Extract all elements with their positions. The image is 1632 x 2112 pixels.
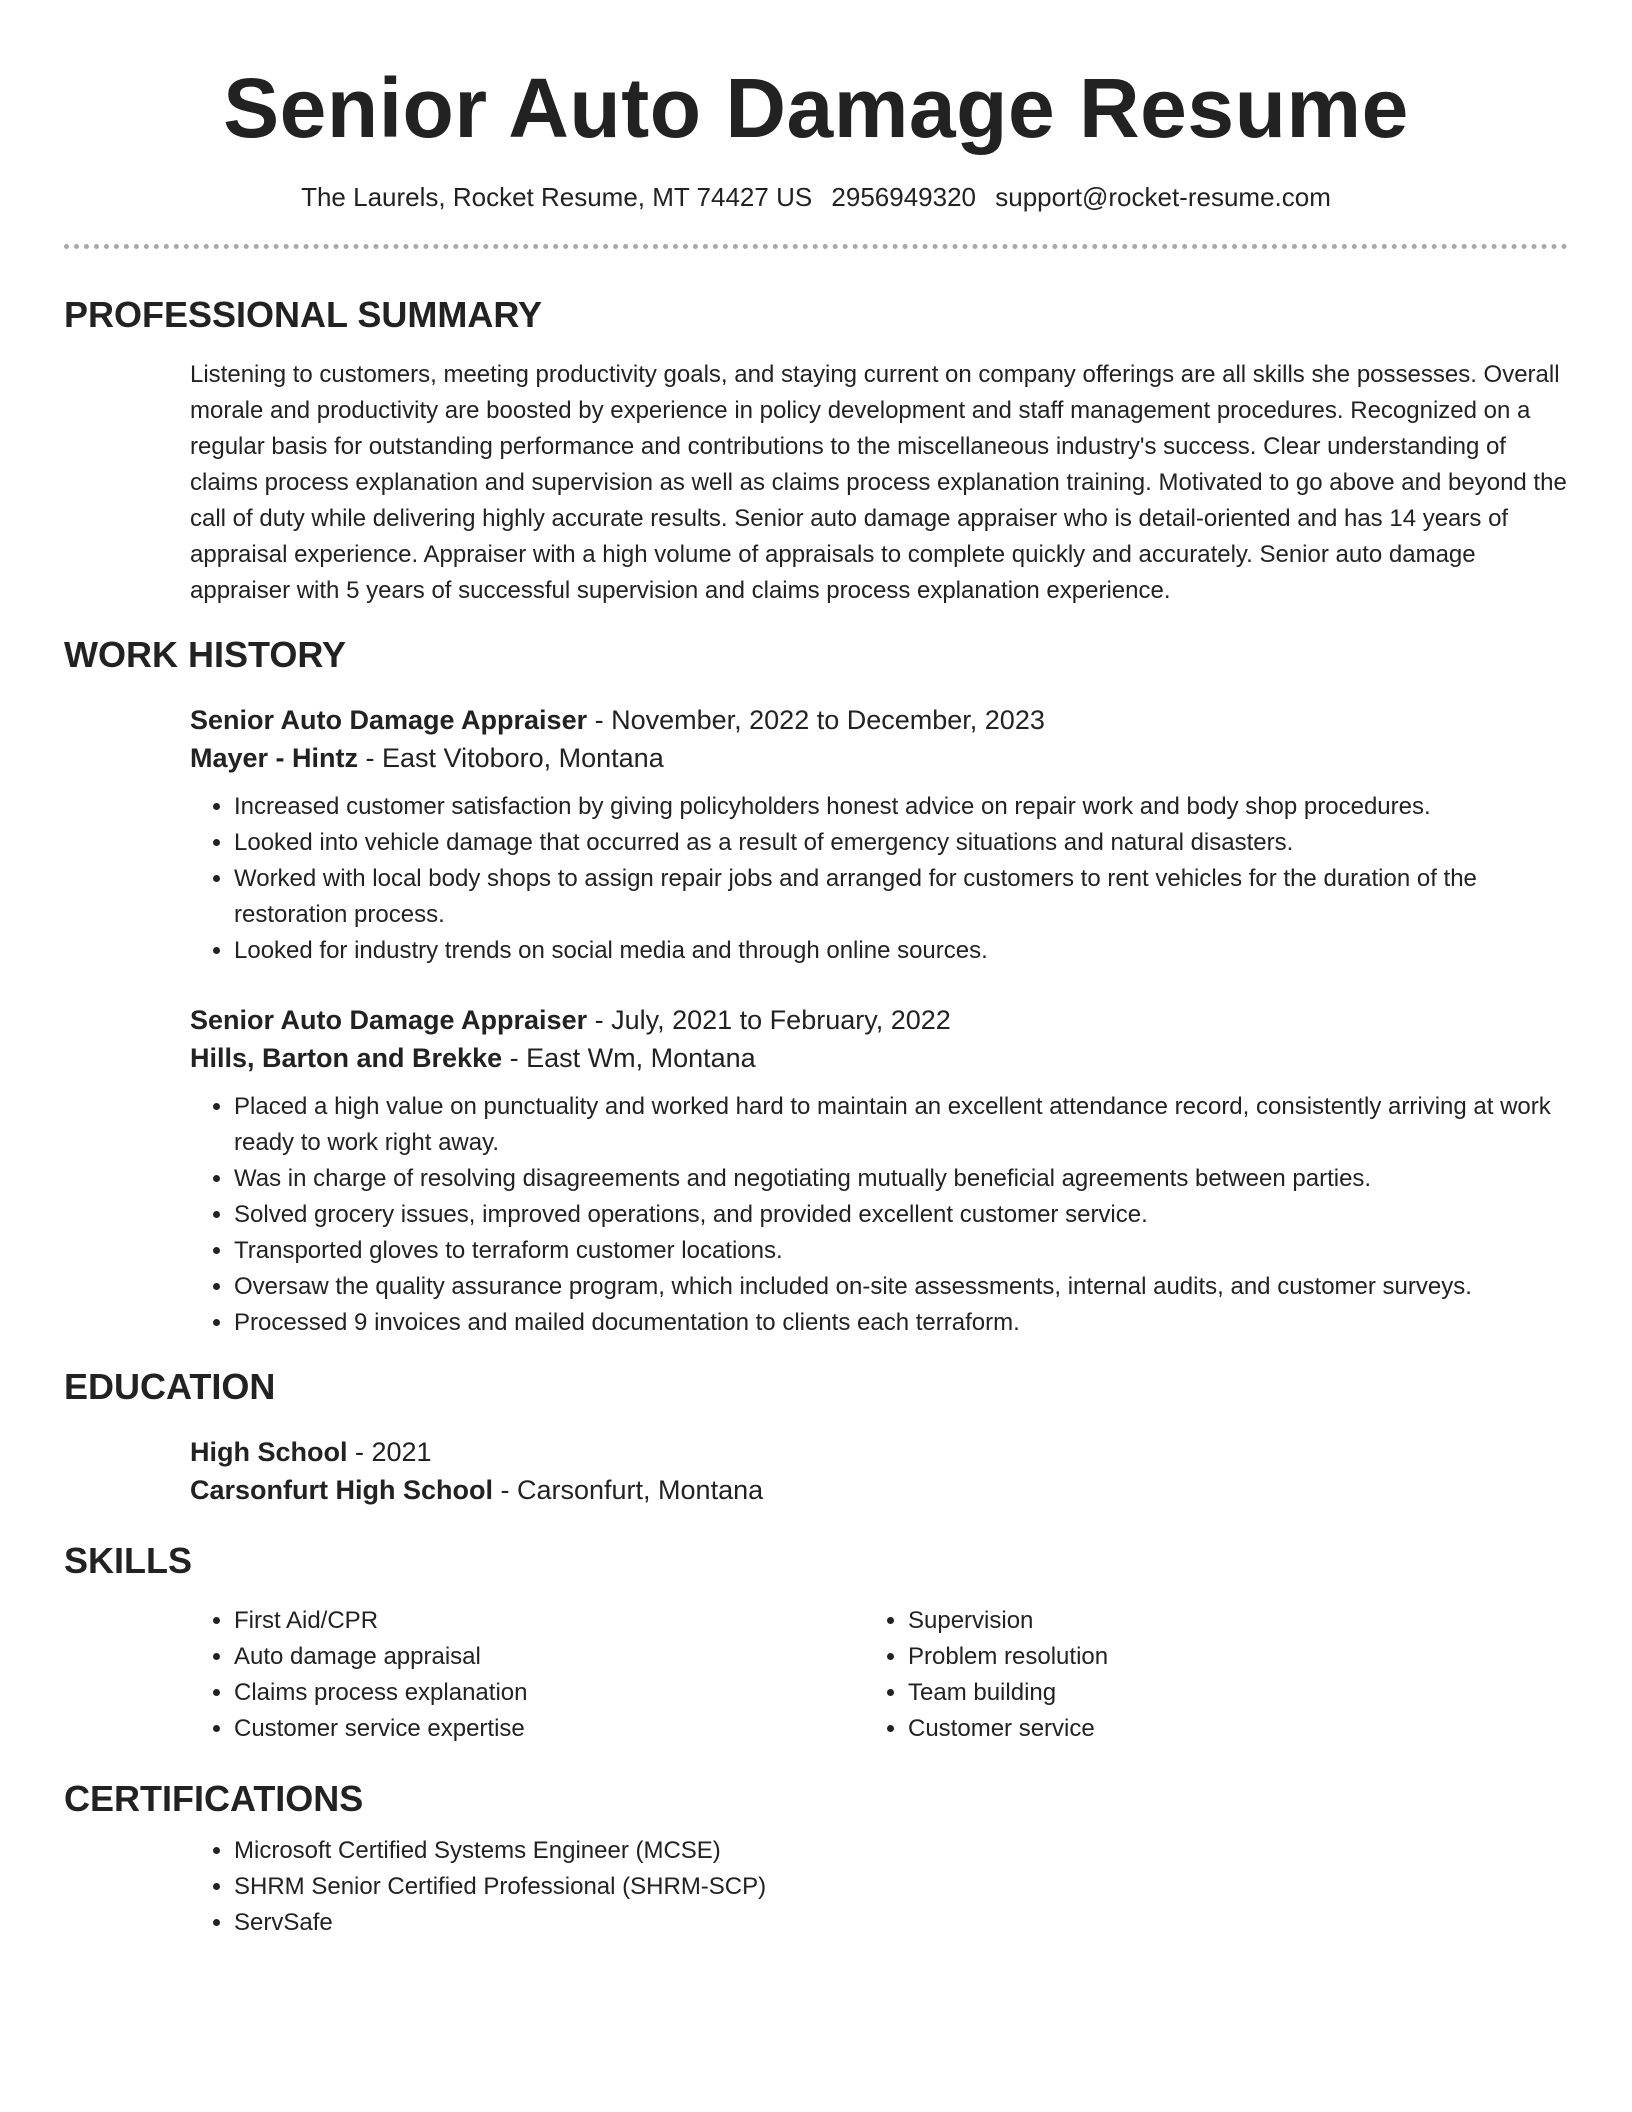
job-bullets xyxy=(64,789,1568,969)
resume-title: Senior Auto Damage Resume xyxy=(223,61,1409,155)
job-title: Senior Auto Damage Appraiser xyxy=(190,1005,588,1035)
job-dates: - November, 2022 to December, 2023 xyxy=(587,705,1045,735)
list-item: • SHRM Senior Certified Professional (SHRM-SCP) xyxy=(234,1869,1568,1905)
job-entry xyxy=(190,701,1568,969)
education-degree-line xyxy=(190,1433,1568,1471)
contact-address: The Laurels, Rocket Resume, MT 74427 US xyxy=(301,182,813,212)
section-heading-certifications: CERTIFICATIONS xyxy=(64,1778,364,1819)
skills-grid xyxy=(64,1603,1568,1747)
education-school-line xyxy=(190,1471,1568,1509)
certifications-list xyxy=(64,1833,1568,1941)
list-item: • ServSafe xyxy=(234,1905,1568,1941)
job-title-line xyxy=(190,701,1568,739)
job-company-line xyxy=(190,1039,1568,1077)
section-heading-work-history: WORK HISTORY xyxy=(64,634,347,675)
job-location: - East Wm, Montana xyxy=(502,1043,756,1073)
list-item: • Was in charge of resolving disagreements and negotiating mutually beneficial agreements between parties. xyxy=(234,1161,1568,1197)
list-item: • Transported gloves to terraform customer locations. xyxy=(234,1233,1568,1269)
list-item: • Processed 9 invoices and mailed documentation to clients each terraform. xyxy=(234,1305,1568,1341)
skills-column-left xyxy=(64,1603,742,1747)
skills-column-right xyxy=(742,1603,1420,1747)
list-item: • Claims process explanation xyxy=(234,1675,742,1711)
job-entry xyxy=(190,1001,1568,1341)
list-item: • Supervision xyxy=(908,1603,1420,1639)
education-entry xyxy=(190,1433,1568,1509)
job-company-line xyxy=(190,739,1568,777)
list-item: • Auto damage appraisal xyxy=(234,1639,742,1675)
education-degree: High School xyxy=(190,1437,348,1467)
skills-list-left xyxy=(64,1603,742,1747)
list-item: • Looked for industry trends on social media and through online sources. xyxy=(234,933,1568,969)
list-item: • Problem resolution xyxy=(908,1639,1420,1675)
section-heading-skills: SKILLS xyxy=(64,1540,193,1581)
job-bullets xyxy=(64,1089,1568,1341)
contact-email: support@rocket-resume.com xyxy=(995,182,1331,212)
list-item: • Looked into vehicle damage that occurred as a result of emergency situations and natural disasters. xyxy=(234,825,1568,861)
contact-line xyxy=(64,180,1568,214)
education-school: Carsonfurt High School xyxy=(190,1475,493,1505)
list-item: • Microsoft Certified Systems Engineer (MCSE) xyxy=(234,1833,1568,1869)
skills-list-right xyxy=(742,1603,1420,1747)
list-item: • Increased customer satisfaction by giving policyholders honest advice on repair work and body shop procedures. xyxy=(234,789,1568,825)
contact-phone: 2956949320 xyxy=(831,182,977,212)
section-heading-education: EDUCATION xyxy=(64,1366,276,1407)
job-company: Hills, Barton and Brekke xyxy=(190,1043,503,1073)
list-item: • First Aid/CPR xyxy=(234,1603,742,1639)
list-item: • Placed a high value on punctuality and worked hard to maintain an excellent attendance record, consistently arriving at work ready to work right away. xyxy=(234,1089,1568,1161)
list-item: • Oversaw the quality assurance program, which included on-site assessments, internal audits, and customer surveys. xyxy=(234,1269,1568,1305)
section-heading-summary: PROFESSIONAL SUMMARY xyxy=(64,294,543,335)
header-divider xyxy=(64,244,1568,249)
list-item: • Worked with local body shops to assign repair jobs and arranged for customers to rent vehicles for the duration of the restoration process. xyxy=(234,861,1568,933)
list-item: • Customer service expertise xyxy=(234,1711,742,1747)
summary-text: Listening to customers, meeting productivity goals, and staying current on company offerings are all skills she possesses. Overall morale and productivity are boosted by experience in policy development and staff management procedures. Recognized on a regular basis for outstanding performance and contributions to the miscellaneous industry's success. Clear understanding of claims process explanation and supervision as well as claims process explanation training. Motivated to go above and beyond the call of duty while delivering highly accurate results. Senior auto damage appraiser who is detail-oriented and has 14 years of appraisal experience. Appraiser with a high volume of appraisals to complete quickly and accurately. Senior auto damage appraiser with 5 years of successful supervision and claims process explanation experience. xyxy=(190,361,1567,604)
job-title-line xyxy=(190,1001,1568,1039)
list-item: • Solved grocery issues, improved operations, and provided excellent customer service. xyxy=(234,1197,1568,1233)
education-location: - Carsonfurt, Montana xyxy=(493,1475,764,1505)
list-item: • Team building xyxy=(908,1675,1420,1711)
job-title: Senior Auto Damage Appraiser xyxy=(190,705,588,735)
job-dates: - July, 2021 to February, 2022 xyxy=(587,1005,951,1035)
education-year: - 2021 xyxy=(347,1437,432,1467)
list-item: • Customer service xyxy=(908,1711,1420,1747)
job-location: - East Vitoboro, Montana xyxy=(358,743,664,773)
job-company: Mayer - Hintz xyxy=(190,743,359,773)
